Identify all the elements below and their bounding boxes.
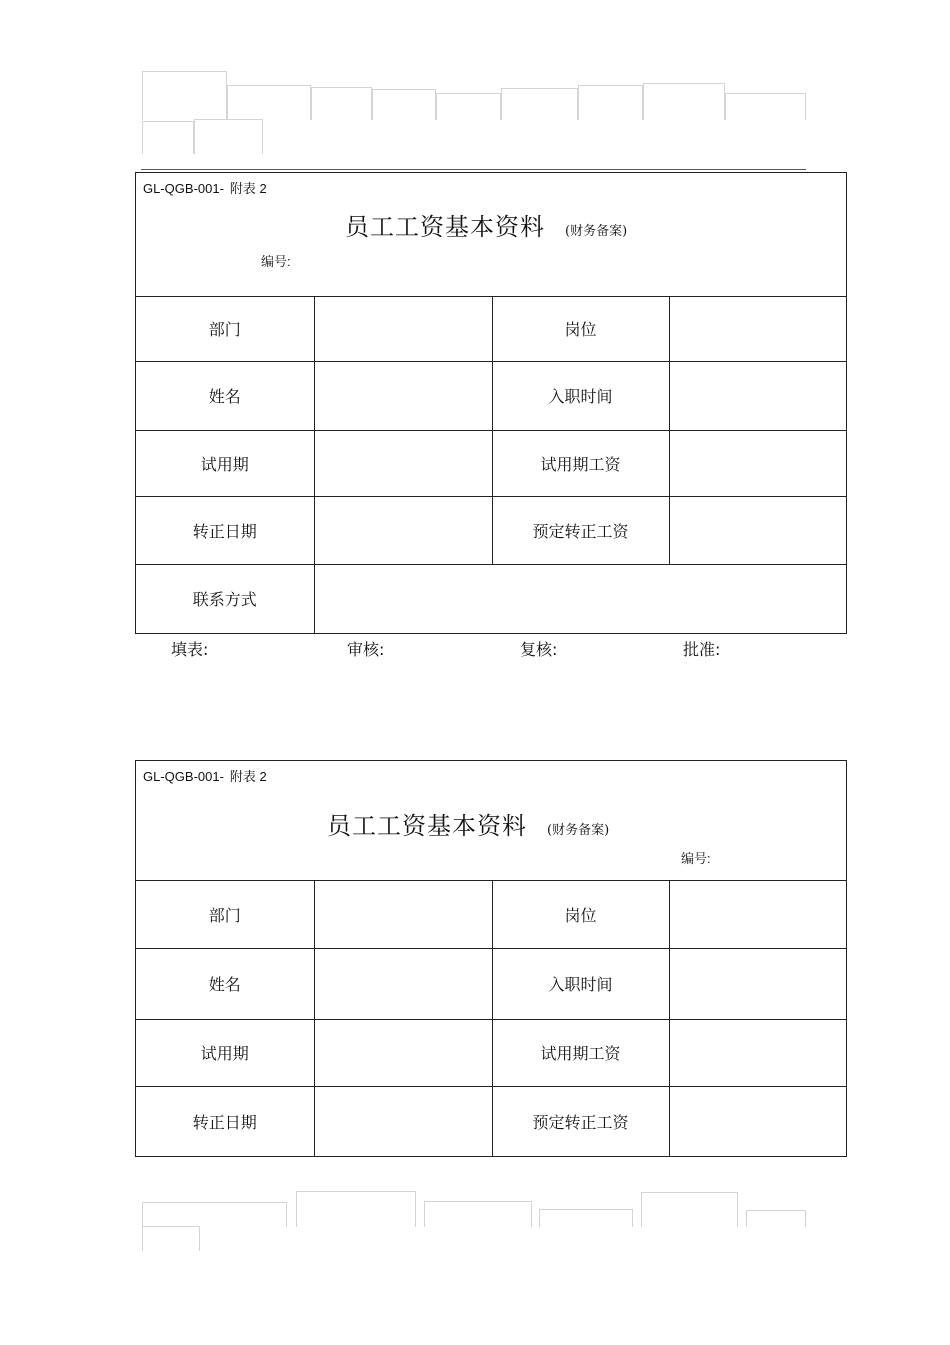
regular-salary-field[interactable] [669,1086,846,1156]
department-field[interactable] [314,297,492,361]
label-cell: 部门 [136,881,314,948]
table-row [136,1019,846,1086]
label-cell: 入职时间 [492,361,669,430]
label-cell: 转正日期 [136,1086,314,1156]
form-code: GL-QGB-001- 附表 2 [143,769,267,784]
form-header [136,173,846,297]
decorative-box [643,83,725,120]
table-row [136,1086,846,1156]
table-row [136,948,846,1019]
form-table [136,881,846,1156]
decorative-box [725,93,806,120]
probation-salary-field[interactable] [669,1019,846,1086]
hire-date-field[interactable] [669,948,846,1019]
label-cell: 预定转正工资 [492,1086,669,1156]
label-cell: 试用期 [136,1019,314,1086]
salary-form-2 [135,760,847,1157]
table-row [136,361,846,430]
decorative-box [372,89,436,120]
decorative-box [142,71,227,120]
name-field[interactable] [314,948,492,1019]
probation-field[interactable] [314,430,492,496]
label-cell: 部门 [136,297,314,361]
table-row [136,564,846,633]
sign-recheck: 复核: [520,640,558,659]
label-cell: 试用期工资 [492,1019,669,1086]
hire-date-field[interactable] [669,361,846,430]
position-field[interactable] [669,881,846,948]
decorative-box [296,1191,416,1227]
table-row [136,881,846,948]
regular-date-field[interactable] [314,496,492,564]
form-header [136,761,846,881]
position-field[interactable] [669,297,846,361]
decorative-box [746,1210,806,1227]
decorative-box [194,119,263,154]
label-cell: 预定转正工资 [492,496,669,564]
contact-field[interactable] [314,564,846,633]
sign-fill: 填表: [171,640,209,659]
form-title: 员工工资基本资料 (财务备案) [345,213,628,241]
salary-form-1 [135,172,847,634]
regular-date-field[interactable] [314,1086,492,1156]
decorative-box [227,85,311,120]
probation-salary-field[interactable] [669,430,846,496]
probation-field[interactable] [314,1019,492,1086]
form-subtitle: (财务备案) [565,224,628,239]
label-cell: 岗位 [492,881,669,948]
decorative-box [641,1192,738,1227]
sign-approve: 批准: [683,640,721,659]
label-cell: 试用期 [136,430,314,496]
form-code: GL-QGB-001- 附表 2 [143,181,267,196]
decorative-box [311,87,372,120]
decorative-box [142,1202,287,1227]
table-row [136,297,846,361]
form-title: 员工工资基本资料 (财务备案) [327,812,610,840]
decorative-box [436,93,501,120]
separator-rule [141,169,806,170]
sign-review: 审核: [347,640,385,659]
decorative-box [142,1226,200,1251]
form-subtitle: (财务备案) [547,823,610,838]
table-row [136,496,846,564]
regular-salary-field[interactable] [669,496,846,564]
label-cell: 岗位 [492,297,669,361]
department-field[interactable] [314,881,492,948]
label-cell: 入职时间 [492,948,669,1019]
name-field[interactable] [314,361,492,430]
number-label: 编号: [681,851,711,866]
number-label: 编号: [261,254,291,269]
decorative-box [142,121,194,154]
decorative-box [424,1201,532,1227]
form-table [136,297,846,633]
table-row [136,430,846,496]
label-cell: 姓名 [136,361,314,430]
decorative-box [578,85,643,120]
label-cell: 试用期工资 [492,430,669,496]
decorative-box [539,1209,633,1227]
decorative-box [501,88,578,120]
label-cell: 转正日期 [136,496,314,564]
label-cell: 联系方式 [136,564,314,633]
label-cell: 姓名 [136,948,314,1019]
